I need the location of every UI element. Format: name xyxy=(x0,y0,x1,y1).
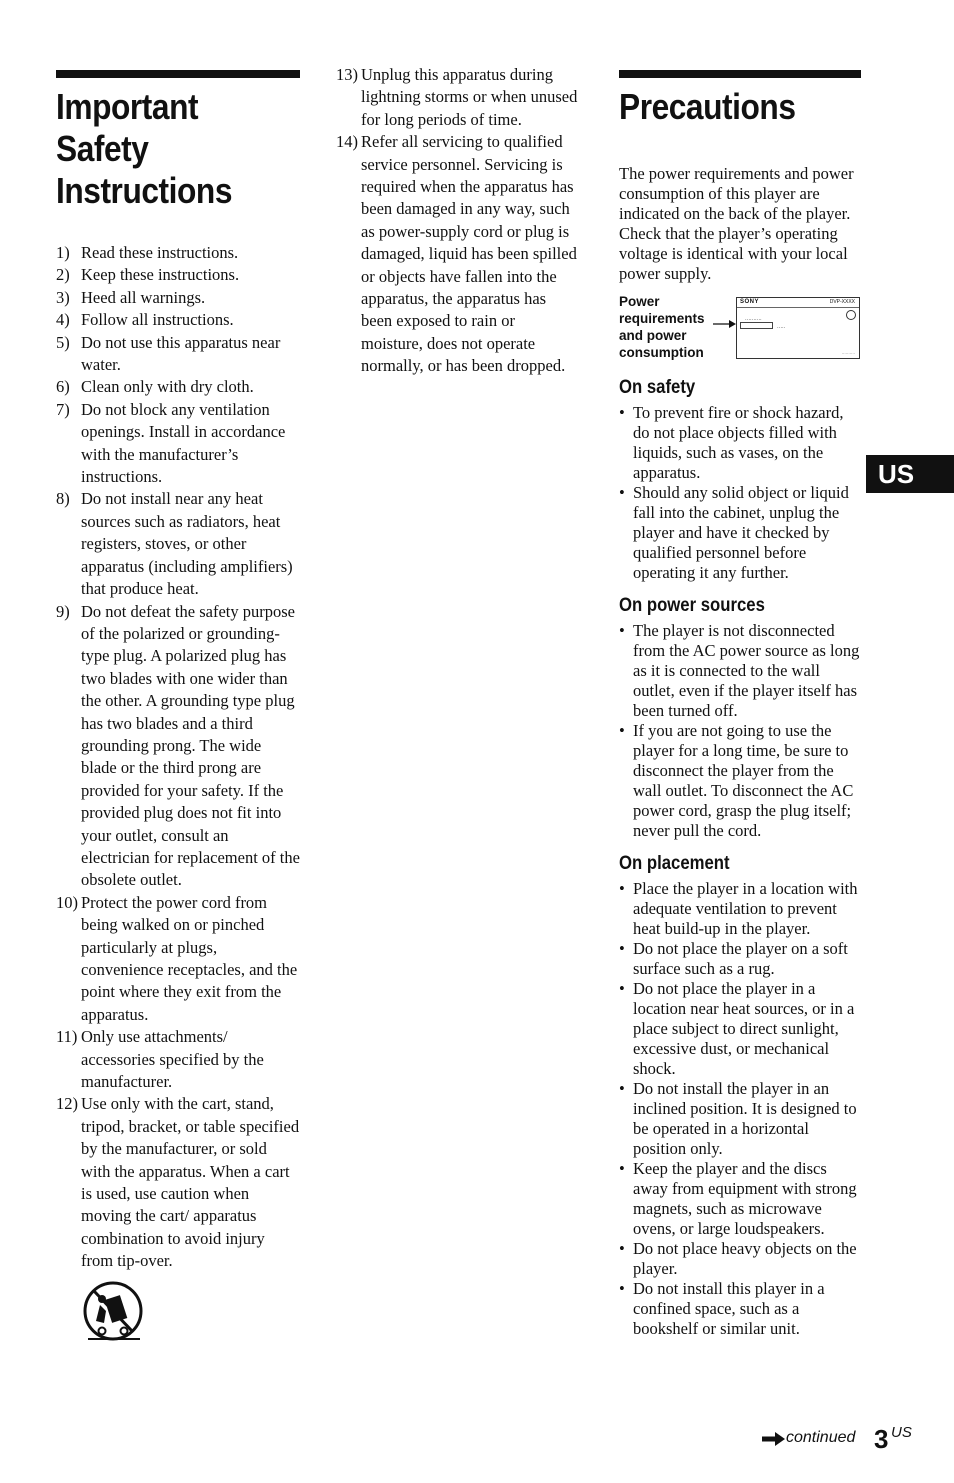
precautions-intro: The power requirements and power consumption of this player are indicated on the back of the player. Check that the player’s operating voltage is identical with your local power supply. xyxy=(619,164,854,283)
instruction-text: Protect the power cord from being walked on or pinched particularly at plugs, convenience receptacles, and the point where they exit from the apparatus. xyxy=(81,892,298,1024)
instruction-text: Do not defeat the safety purpose of the polarized or grounding-type plug. A polarized plug has two blades with one wider than the other. A grounding type plug has two blades and a third grounding prong. The wide blade or the third prong are provided for your safety. If the provided plug does not fit into your outlet, consult an electrician for replacement of the obsolete outlet. xyxy=(81,601,300,890)
instruction-item xyxy=(56,332,300,377)
left-column xyxy=(56,0,300,1352)
instruction-item xyxy=(56,309,300,331)
power-label-figure xyxy=(619,293,861,365)
arrow-right-icon xyxy=(713,319,737,329)
title-line: Instructions xyxy=(56,170,233,211)
instruction-number: 6) xyxy=(56,377,70,397)
instruction-text: Do not block any ventilation openings. Install in accordance with the manufacturer’s instructions. xyxy=(81,399,286,487)
right-column xyxy=(619,0,861,1339)
continued-label: continued xyxy=(786,1429,856,1446)
precautions-title: Precautions xyxy=(619,86,796,127)
instruction-text: Do not install near any heat sources such as radiators, heat registers, stoves, or other apparatus (including amplifiers) that produce heat. xyxy=(81,489,293,599)
rating-box xyxy=(740,322,773,329)
instruction-text: Do not use this apparatus near water. xyxy=(81,332,281,375)
page-footer xyxy=(760,1424,920,1464)
bullet-item: • Do not place the player in a location near heat sources, or in a place subject to direct sunlight, excessive dust, or mechanical shock. xyxy=(619,979,861,1079)
instruction-text: Keep these instructions. xyxy=(81,265,240,285)
bullet-item: • Do not place heavy objects on the player. xyxy=(619,1239,861,1279)
instruction-item xyxy=(56,376,300,398)
instruction-item xyxy=(56,601,300,892)
bullet-item: • Do not install the player in an inclined position. It is designed to be operated in a horizontal position only. xyxy=(619,1079,861,1159)
page-suffix: US xyxy=(891,1424,912,1441)
instruction-number: 12) xyxy=(56,1094,78,1114)
instruction-number: 14) xyxy=(336,132,358,152)
instruction-text: Unplug this apparatus during lightning storms or when unused for long periods of time. xyxy=(361,65,578,129)
instruction-number: 11) xyxy=(56,1027,78,1047)
bullet-item: • Keep the player and the discs away from equipment with strong magnets, such as microwave ovens, or large loudspeakers. xyxy=(619,1159,861,1239)
panel-circle-icon xyxy=(846,310,856,320)
precaution-section xyxy=(619,595,861,841)
instruction-number: 2) xyxy=(56,265,70,285)
cart-tipover-warning-icon xyxy=(80,1281,146,1347)
bullet-item: • If you are not going to use the player for a long time, be sure to disconnect the player from the wall outlet. To disconnect the AC power cord, grasp the plug itself; never pull the cord. xyxy=(619,721,861,841)
section-heading: On power sources xyxy=(619,595,765,616)
safety-instructions-list xyxy=(56,242,300,1273)
bullet-item: • Do not place the player on a soft surface such as a rug. xyxy=(619,939,861,979)
precaution-section xyxy=(619,377,861,583)
bullet-list xyxy=(619,621,861,841)
middle-column xyxy=(336,0,580,378)
page-number: 3 xyxy=(874,1424,889,1454)
bullet-item: • Should any solid object or liquid fall into the cabinet, unplug the player and have it checked by qualified personnel before operating it any further. xyxy=(619,483,861,583)
bullet-list xyxy=(619,879,861,1339)
section-rule xyxy=(56,70,300,78)
instruction-text: Follow all instructions. xyxy=(81,310,234,330)
voltage-placeholder: ·········· xyxy=(745,317,762,323)
instruction-number: 5) xyxy=(56,332,70,352)
instruction-item xyxy=(56,1093,300,1272)
instruction-item xyxy=(56,242,300,264)
safety-title xyxy=(56,86,271,212)
instruction-text: Read these instructions. xyxy=(81,243,239,262)
instruction-text: Refer all servicing to qualified service personnel. Servicing is required when the apparatus has been damaged in any way, such as power-supply cord or plug is damaged, liquid has been spilled or objects have fallen into the apparatus, the apparatus has been exposed to rain or moisture, does not operate normally, or has been dropped. xyxy=(361,132,577,376)
instruction-item xyxy=(336,64,580,131)
instruction-item xyxy=(56,287,300,309)
instruction-number: 3) xyxy=(56,287,70,307)
precaution-sections xyxy=(619,377,861,1339)
rear-panel-label xyxy=(736,297,860,359)
region-tab: US xyxy=(866,455,954,493)
section-rule xyxy=(619,70,861,78)
serial-placeholder: ·········· xyxy=(841,351,855,356)
instruction-number: 8) xyxy=(56,489,70,509)
continued-arrow-icon xyxy=(762,1432,786,1446)
bullet-list xyxy=(619,403,861,583)
section-heading: On safety xyxy=(619,377,696,398)
instruction-number: 13) xyxy=(336,65,358,84)
figure-caption: Power requirements and power consumption xyxy=(619,294,705,360)
bullet-item: • Do not install this player in a confined space, such as a bookshelf or similar unit. xyxy=(619,1279,861,1339)
model-number: DVP-XXXX xyxy=(829,299,855,305)
panel-divider xyxy=(737,307,859,308)
instruction-number: 4) xyxy=(56,310,70,330)
instruction-item xyxy=(56,892,300,1026)
instruction-text: Clean only with dry cloth. xyxy=(81,377,254,397)
instruction-item xyxy=(56,488,300,600)
instruction-item xyxy=(336,131,580,377)
bullet-item: • The player is not disconnected from the AC power source as long as it is connected to the wall outlet, even if the player itself has been turned off. xyxy=(619,621,861,721)
bullet-item: • To prevent fire or shock hazard, do not place objects filled with liquids, such as vases, on the apparatus. xyxy=(619,403,861,483)
title-line: Important xyxy=(56,86,199,127)
instruction-number: 9) xyxy=(56,601,70,621)
instruction-text: Only use attachments/ accessories specified by the manufacturer. xyxy=(81,1027,264,1092)
instruction-number: 7) xyxy=(56,399,70,419)
instruction-item xyxy=(56,399,300,489)
brand-logo: SONY xyxy=(740,299,760,305)
precaution-section xyxy=(619,853,861,1339)
safety-instructions-list-continued xyxy=(336,64,580,378)
bullet-item: • Place the player in a location with adequate ventilation to prevent heat build-up in the player. xyxy=(619,879,861,939)
instruction-number: 1) xyxy=(56,243,70,262)
section-heading: On placement xyxy=(619,853,730,874)
title-line: Safety xyxy=(56,128,149,169)
instruction-item xyxy=(56,264,300,286)
instruction-text: Use only with the cart, stand, tripod, bracket, or table specified by the manufacturer, or sold with the apparatus. When a cart is used, use caution when moving the cart/ apparatus combination to avoid injury from tip-over. xyxy=(81,1094,300,1271)
instruction-text: Heed all warnings. xyxy=(81,287,206,307)
instruction-number: 10) xyxy=(56,892,78,912)
instruction-item xyxy=(56,1026,300,1093)
wattage-placeholder: ····· xyxy=(777,325,786,331)
